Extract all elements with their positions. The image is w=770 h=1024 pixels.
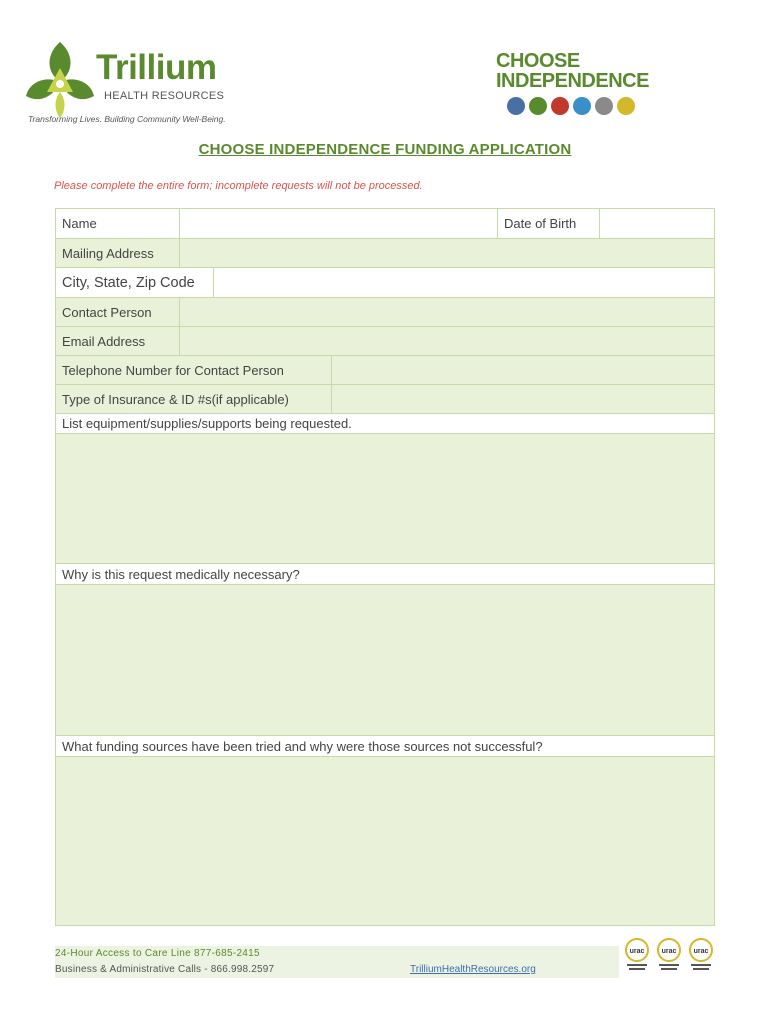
urac-badge-icon bbox=[656, 938, 682, 974]
email-field[interactable] bbox=[180, 327, 714, 355]
medical-necessity-label: Why is this request medically necessary? bbox=[62, 566, 300, 582]
dob-label: Date of Birth bbox=[498, 209, 600, 238]
equipment-field[interactable] bbox=[55, 433, 715, 563]
mailing-address-field[interactable] bbox=[180, 239, 714, 267]
application-form bbox=[55, 208, 715, 926]
city-state-zip-field[interactable] bbox=[214, 268, 714, 297]
medical-necessity-field[interactable] bbox=[55, 584, 715, 735]
svg-text:urac: urac bbox=[629, 948, 645, 955]
contact-person-label: Contact Person bbox=[56, 298, 180, 326]
insurance-field[interactable] bbox=[332, 385, 714, 413]
equipment-header-row bbox=[55, 413, 715, 433]
contact-row bbox=[55, 297, 715, 326]
program-logo-line1: CHOOSE bbox=[496, 50, 580, 72]
website-link[interactable]: TrilliumHealthResources.org bbox=[410, 964, 536, 975]
insurance-row bbox=[55, 384, 715, 413]
brand-tagline: Transforming Lives. Building Community Well-Being. bbox=[28, 114, 226, 124]
urac-badge-icon bbox=[688, 938, 714, 974]
car-icon bbox=[529, 97, 547, 115]
medical-header-row bbox=[55, 563, 715, 584]
hand-icon bbox=[617, 97, 635, 115]
home-icon bbox=[595, 97, 613, 115]
email-label: Email Address bbox=[56, 327, 180, 355]
dob-field[interactable] bbox=[600, 209, 714, 238]
svg-text:urac: urac bbox=[693, 948, 709, 955]
business-line: Business & Administrative Calls - 866.998.2597 bbox=[55, 964, 275, 975]
brand-name: Trillium bbox=[96, 48, 217, 87]
access-line: 24-Hour Access to Care Line 877-685-2415 bbox=[55, 948, 260, 959]
name-field[interactable] bbox=[180, 209, 498, 238]
wheelchair-icon bbox=[507, 97, 525, 115]
program-logo-line2: INDEPENDENCE bbox=[496, 70, 649, 92]
equipment-label: List equipment/supplies/supports being requested. bbox=[62, 416, 352, 431]
page-title: CHOOSE INDEPENDENCE FUNDING APPLICATION bbox=[198, 141, 572, 158]
insurance-label: Type of Insurance & ID #s(if applicable) bbox=[56, 385, 332, 413]
contact-person-field[interactable] bbox=[180, 298, 714, 326]
svg-text:urac: urac bbox=[661, 948, 677, 955]
name-label: Name bbox=[56, 209, 180, 238]
email-row bbox=[55, 326, 715, 355]
funding-sources-field[interactable] bbox=[55, 756, 715, 926]
city-row bbox=[55, 267, 715, 297]
program-icons bbox=[507, 97, 635, 115]
form-instruction: Please complete the entire form; incomplete requests will not be processed. bbox=[54, 180, 423, 192]
brand-subtitle: HEALTH RESOURCES bbox=[104, 90, 225, 102]
phone-label: Telephone Number for Contact Person bbox=[56, 356, 332, 384]
mailing-address-label: Mailing Address bbox=[56, 239, 180, 267]
communication-icon bbox=[573, 97, 591, 115]
phone-field[interactable] bbox=[332, 356, 714, 384]
funding-sources-label: What funding sources have been tried and why were those sources not successful? bbox=[62, 738, 543, 754]
city-state-zip-label: City, State, Zip Code bbox=[56, 268, 214, 297]
urac-badge-icon bbox=[624, 938, 650, 974]
medical-icon bbox=[551, 97, 569, 115]
mailing-row bbox=[55, 238, 715, 267]
funding-header-row bbox=[55, 735, 715, 756]
accreditation-badges bbox=[624, 938, 714, 974]
name-row bbox=[55, 208, 715, 238]
phone-row bbox=[55, 355, 715, 384]
